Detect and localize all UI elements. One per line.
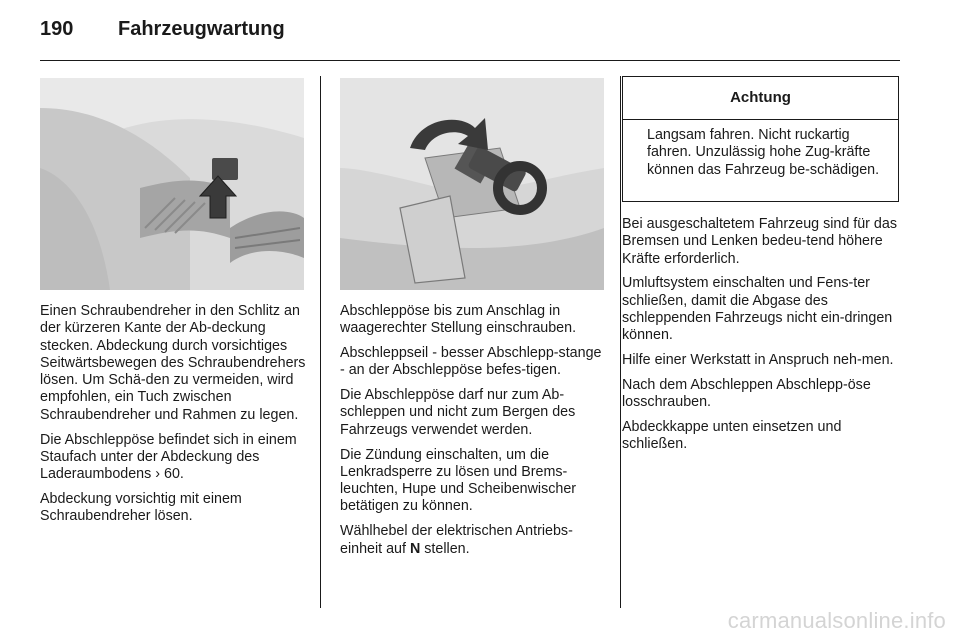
col2-last-text-start: Wählhebel der elektrischen Antriebs-einheit auf bbox=[340, 523, 573, 557]
page-header bbox=[40, 14, 900, 46]
warning-body: Langsam fahren. Nicht ruckartig fahren. Unzulässig hohe Zug-kräfte können das Fahrzeug be-schädigen. bbox=[647, 127, 880, 178]
col3-paragraph: Hilfe einer Werkstatt in Anspruch neh-men. bbox=[622, 352, 894, 369]
col1-paragraph bbox=[40, 432, 308, 484]
bumper-cover-illustration bbox=[40, 78, 304, 290]
col3-paragraph: Bei ausgeschaltetem Fahrzeug sind für das Bremsen und Lenken bedeu-tend höhere Kräfte erforderlich. bbox=[622, 216, 897, 267]
bumper-drawing bbox=[40, 78, 304, 290]
towing-eye-illustration bbox=[340, 78, 604, 290]
towing-eye-drawing bbox=[340, 78, 604, 290]
col1-paragraph: Abdeckung vorsichtig mit einem Schraubendreher lösen. bbox=[40, 490, 242, 525]
col1-paragraph-text: Die Abschleppöse befindet sich in einem Staufach unter der Abdeckung des Laderaumbodens bbox=[40, 431, 297, 483]
header-rule bbox=[40, 60, 900, 61]
col3-paragraph: Abdeckkappe unten einsetzen und schließen. bbox=[622, 418, 842, 453]
col2-paragraph: Abschleppseil - besser Abschlepp-stange - an der Abschleppöse befes-tigen. bbox=[340, 345, 602, 379]
column-divider-2 bbox=[620, 76, 621, 608]
col3-paragraph: Umluftsystem einschalten und Fens-ter schließen, damit die Abgase des schleppenden Fahrzeugs nicht ein-dringen können. bbox=[622, 275, 893, 344]
cross-reference-icon: › bbox=[155, 466, 161, 483]
page-number: 190 bbox=[40, 18, 74, 40]
col3-paragraph: Nach dem Abschleppen Abschlepp-öse losschrauben. bbox=[622, 376, 871, 411]
column-2-text bbox=[340, 303, 606, 565]
column-1-text bbox=[40, 303, 308, 533]
col2-paragraph: Abschleppöse bis zum Anschlag in waagerechter Stellung einschrauben. bbox=[340, 303, 577, 337]
warning-title: Achtung bbox=[623, 77, 898, 120]
page-title: Fahrzeugwartung bbox=[118, 18, 285, 40]
cross-reference-page: 60. bbox=[164, 466, 184, 483]
watermark: carmanualsonline.info bbox=[727, 608, 946, 633]
col1-paragraph: Einen Schraubendreher in den Schlitz an der kürzeren Kante der Ab-deckung stecken. Abdeckung durch vorsichtiges Seitwärtsbewegen des Schraubendrehers lösen. Um Schä-den zu vermeiden, wird empfohlen, ein Tuch zwischen Schraubendreher und Rahmen zu legen. bbox=[40, 303, 306, 423]
gear-position-n: N bbox=[409, 540, 421, 557]
col2-paragraph bbox=[340, 523, 606, 558]
col2-last-text-end: stellen. bbox=[424, 540, 470, 557]
col2-paragraph: Die Abschleppöse darf nur zum Ab-schleppen und nicht zum Bergen des Fahrzeugs verwendet werden. bbox=[340, 387, 576, 438]
warning-box bbox=[622, 76, 899, 202]
column-divider-1 bbox=[320, 76, 321, 608]
column-3-text bbox=[622, 216, 904, 461]
col2-paragraph: Die Zündung einschalten, um die Lenkradsperre zu lösen und Brems-leuchten, Hupe und Scheibenwischer betätigen zu können. bbox=[340, 446, 577, 515]
